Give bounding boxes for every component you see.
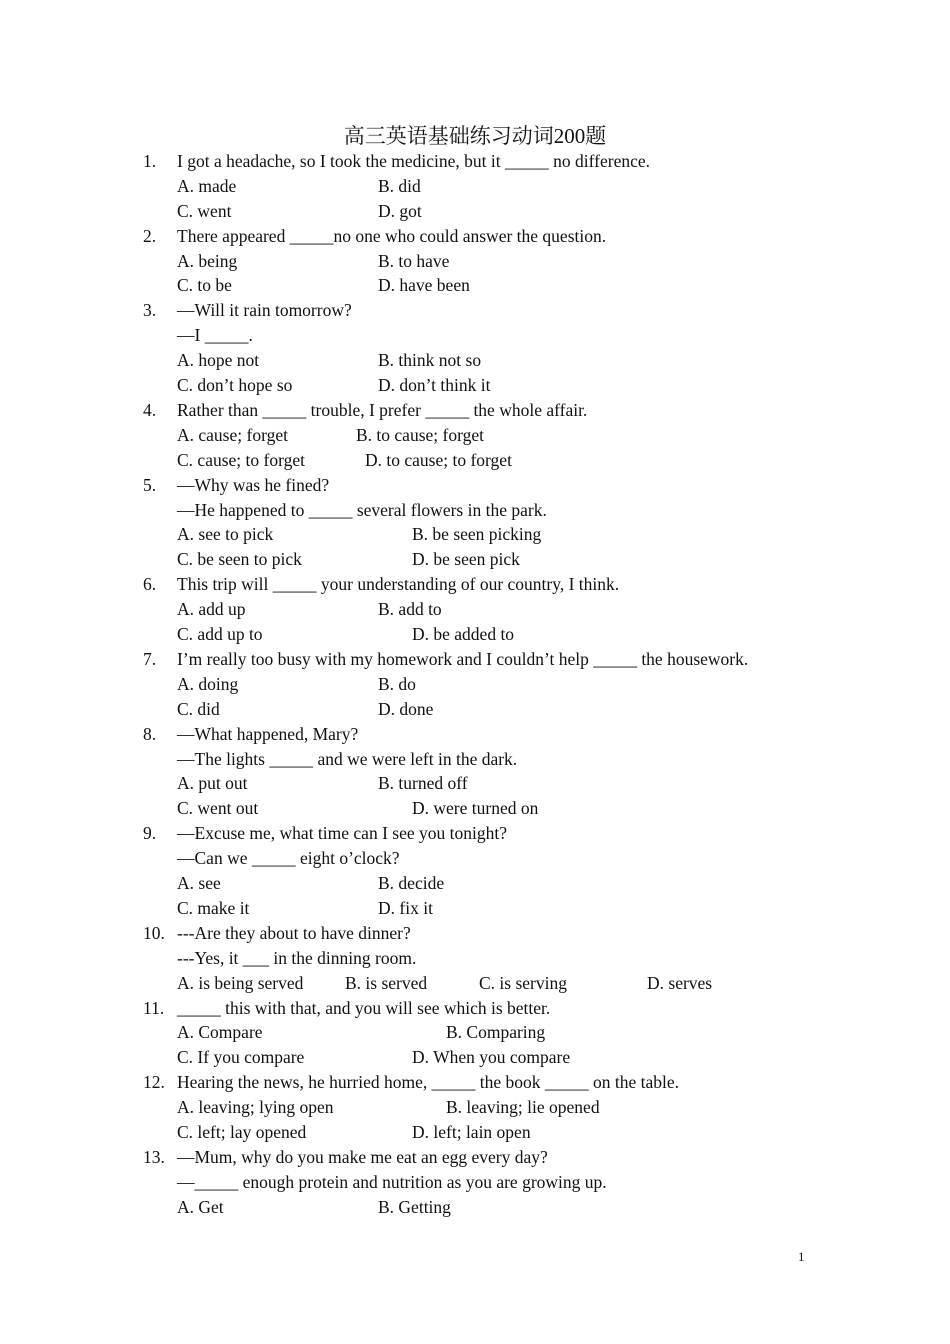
answer-option: C. is serving xyxy=(479,972,567,993)
answer-option: C. went xyxy=(177,200,232,221)
question-stem: —_____ enough protein and nutrition as you are growing up. xyxy=(177,1171,607,1192)
answer-option: A. add up xyxy=(177,599,246,620)
answer-option: C. went out xyxy=(177,798,259,819)
answer-option: B. add to xyxy=(378,599,442,620)
question-stem: ---Yes, it ___ in the dinning room. xyxy=(177,947,417,968)
answer-option: A. put out xyxy=(177,773,248,794)
answer-option: A. is being served xyxy=(177,972,304,993)
answer-option: D. were turned on xyxy=(412,798,539,819)
answer-option: D. have been xyxy=(378,275,470,296)
answer-option: D. serves xyxy=(647,972,713,993)
question-number: 9. xyxy=(143,823,157,844)
answer-option: B. decide xyxy=(378,873,445,894)
question-number: 5. xyxy=(143,474,157,495)
answer-option: C. make it xyxy=(177,897,250,918)
page-title: 高三英语基础练习动词200题 xyxy=(343,124,607,148)
answer-option: C. be seen to pick xyxy=(177,549,302,570)
question-stem: —What happened, Mary? xyxy=(177,723,359,744)
question-stem: _____ this with that, and you will see which is better. xyxy=(177,997,551,1018)
answer-option: D. be seen pick xyxy=(412,549,520,570)
question-stem: —Excuse me, what time can I see you tonight? xyxy=(177,823,507,844)
question-stem: —Why was he fined? xyxy=(177,474,330,495)
question-number: 13. xyxy=(143,1147,165,1167)
answer-option: B. Comparing xyxy=(446,1022,546,1043)
question-number: 4. xyxy=(143,400,157,420)
question-stem: —The lights _____ and we were left in the dark. xyxy=(177,748,518,769)
answer-option: A. being xyxy=(177,250,238,271)
answer-option: C. did xyxy=(177,698,220,719)
answer-option: C. don’t hope so xyxy=(177,375,293,396)
answer-option: A. Get xyxy=(177,1196,224,1217)
answer-option: A. hope not xyxy=(177,350,260,371)
answer-option: C. cause; to forget xyxy=(177,449,305,470)
answer-option: B. is served xyxy=(345,972,428,993)
answer-option: A. see to pick xyxy=(177,524,274,545)
answer-option: D. to cause; to forget xyxy=(365,449,512,470)
question-stem: —Mum, why do you make me eat an egg every day? xyxy=(177,1147,548,1167)
answer-option: C. left; lay opened xyxy=(177,1122,307,1143)
question-stem: Rather than _____ trouble, I prefer _____ the whole affair. xyxy=(177,400,588,420)
question-number: 6. xyxy=(143,574,157,595)
question-number: 10. xyxy=(143,922,165,943)
answer-option: D. don’t think it xyxy=(378,375,491,396)
question-stem: ---Are they about to have dinner? xyxy=(177,922,411,943)
question-number: 8. xyxy=(143,723,157,744)
question-number: 2. xyxy=(143,225,157,246)
answer-option: D. When you compare xyxy=(412,1047,571,1068)
answer-option: B. be seen picking xyxy=(412,524,542,545)
answer-option: A. made xyxy=(177,175,237,196)
question-number: 12. xyxy=(143,1072,165,1093)
answer-option: B. turned off xyxy=(378,773,468,794)
question-stem: There appeared _____no one who could answer the question. xyxy=(177,225,607,246)
question-stem: —Will it rain tomorrow? xyxy=(177,300,352,321)
question-stem: —He happened to _____ several flowers in the park. xyxy=(177,499,547,520)
answer-option: B. think not so xyxy=(378,350,482,371)
question-stem: —I _____. xyxy=(177,325,253,346)
answer-option: A. see xyxy=(177,873,221,894)
answer-option: D. left; lain open xyxy=(412,1122,531,1143)
answer-option: C. to be xyxy=(177,275,232,296)
answer-option: B. Getting xyxy=(378,1196,451,1217)
answer-option: D. be added to xyxy=(412,624,515,645)
question-number: 3. xyxy=(143,300,157,321)
answer-option: D. got xyxy=(378,200,422,221)
question-stem: —Can we _____ eight o’clock? xyxy=(177,848,400,869)
answer-option: A. leaving; lying open xyxy=(177,1097,334,1118)
answer-option: B. to have xyxy=(378,250,450,271)
answer-option: B. to cause; forget xyxy=(356,424,484,445)
answer-option: B. leaving; lie opened xyxy=(446,1097,600,1118)
question-number: 1. xyxy=(143,151,157,171)
question-stem: Hearing the news, he hurried home, _____ the book _____ on the table. xyxy=(177,1072,680,1093)
question-stem: This trip will _____ your understanding of our country, I think. xyxy=(177,574,620,595)
question-stem: I got a headache, so I took the medicine, but it _____ no difference. xyxy=(177,151,650,171)
answer-option: A. cause; forget xyxy=(177,424,288,445)
answer-option: B. did xyxy=(378,175,421,196)
answer-option: C. If you compare xyxy=(177,1047,305,1068)
question-stem: I’m really too busy with my homework and I couldn’t help _____ the housework. xyxy=(177,649,749,669)
answer-option: C. add up to xyxy=(177,624,263,645)
answer-option: D. done xyxy=(378,698,434,719)
answer-option: B. do xyxy=(378,673,416,694)
answer-option: A. doing xyxy=(177,673,239,694)
page-number: 1 xyxy=(798,1249,805,1264)
question-number: 11. xyxy=(143,997,165,1018)
answer-option: A. Compare xyxy=(177,1022,263,1043)
answer-option: D. fix it xyxy=(378,897,433,918)
question-number: 7. xyxy=(143,649,157,669)
